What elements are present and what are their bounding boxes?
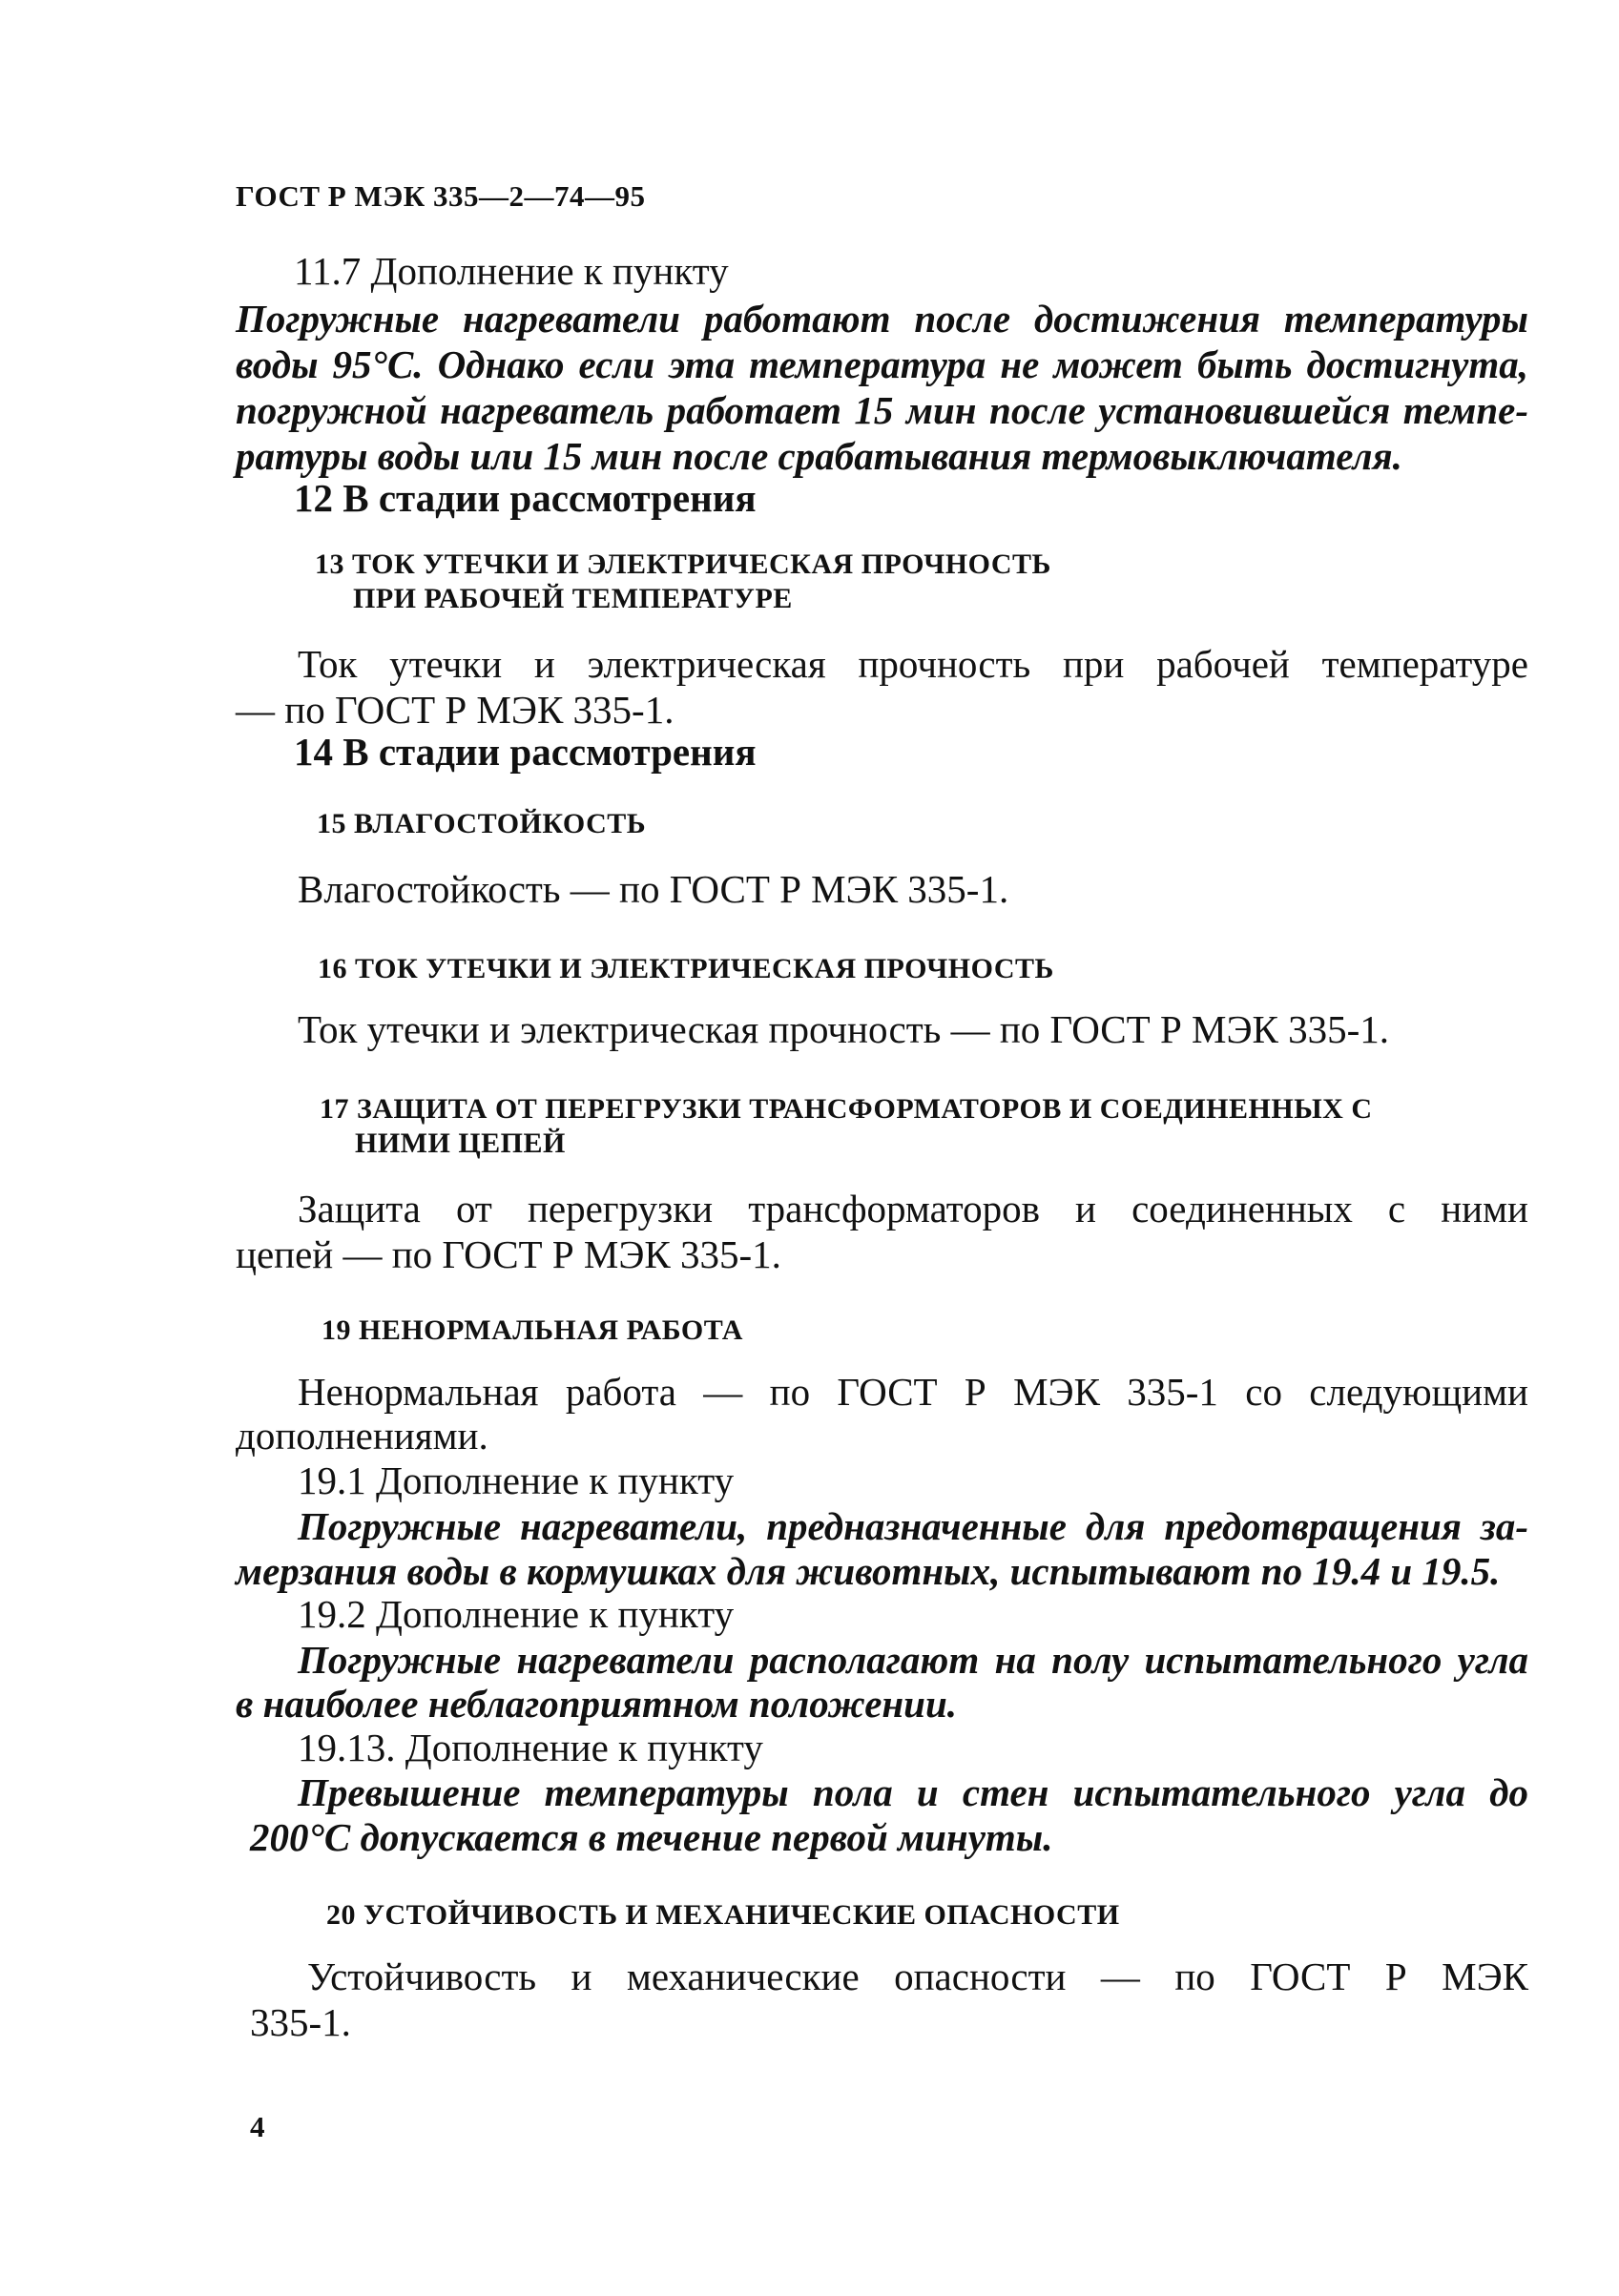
section-19-1-heading: 19.1 Дополнение к пункту xyxy=(298,1458,735,1502)
section-19-2-heading: 19.2 Дополнение к пункту xyxy=(298,1592,735,1636)
section-19-title: 19 НЕНОРМАЛЬНАЯ РАБОТА xyxy=(322,1314,743,1346)
section-17-text-line: Защита от перегрузки трансформаторов и соединенных с ними xyxy=(298,1187,1528,1231)
section-19-13-text-line: 200°С допускается в течение первой минуты. xyxy=(250,1815,1053,1859)
section-19-text-line: дополнениями. xyxy=(236,1414,488,1458)
section-19-2-text-line: в наиболее неблагоприятном положении. xyxy=(236,1682,958,1726)
section-13-title: ПРИ РАБОЧЕЙ ТЕМПЕРАТУРЕ xyxy=(353,583,793,614)
section-15-text: Влагостойкость — по ГОСТ Р МЭК 335-1. xyxy=(298,867,1009,911)
section-13-title: 13 ТОК УТЕЧКИ И ЭЛЕКТРИЧЕСКАЯ ПРОЧНОСТЬ xyxy=(315,548,1051,580)
section-17-title: 17 ЗАЩИТА ОТ ПЕРЕГРУЗКИ ТРАНСФОРМАТОРОВ И СОЕДИНЕННЫХ С xyxy=(320,1093,1373,1125)
section-11-7-heading: 11.7 Дополнение к пункту xyxy=(294,249,729,293)
section-13-text-line: Ток утечки и электрическая прочность при рабочей температуре xyxy=(298,642,1528,686)
section-19-text-line: Ненормальная работа — по ГОСТ Р МЭК 335-1 со следующими xyxy=(298,1370,1528,1414)
section-19-13-text-line: Превышение температуры пола и стен испытательного угла до xyxy=(298,1770,1528,1814)
document-header: ГОСТ Р МЭК 335—2—74—95 xyxy=(236,179,646,213)
section-12-heading: 12 В стадии рассмотрения xyxy=(294,476,757,520)
section-11-7-text-line: ратуры воды или 15 мин после срабатывания термовыключателя. xyxy=(236,434,1402,478)
section-20-text-line: Устойчивость и механические опасности — по ГОСТ Р МЭК xyxy=(307,1955,1528,1998)
section-19-13-heading: 19.13. Дополнение к пункту xyxy=(298,1726,763,1769)
page-number: 4 xyxy=(250,2110,265,2143)
section-20-text-line: 335-1. xyxy=(250,2000,351,2044)
section-16-title: 16 ТОК УТЕЧКИ И ЭЛЕКТРИЧЕСКАЯ ПРОЧНОСТЬ xyxy=(318,953,1054,984)
section-11-7-text-line: Погружные нагреватели работают после достижения температуры xyxy=(236,297,1528,341)
section-17-text-line: цепей — по ГОСТ Р МЭК 335-1. xyxy=(236,1232,781,1276)
section-11-7-text-line: погружной нагреватель работает 15 мин после установившейся темпе- xyxy=(236,388,1528,432)
section-13-text-line: — по ГОСТ Р МЭК 335-1. xyxy=(236,688,675,732)
section-19-1-text-line: мерзания воды в кормушках для животных, испытывают по 19.4 и 19.5. xyxy=(236,1549,1501,1593)
section-19-1-text-line: Погружные нагреватели, предназначенные для предотвращения за- xyxy=(298,1504,1528,1548)
section-19-2-text-line: Погружные нагреватели располагают на полу испытательного угла xyxy=(298,1638,1528,1682)
section-20-title: 20 УСТОЙЧИВОСТЬ И МЕХАНИЧЕСКИЕ ОПАСНОСТИ xyxy=(326,1899,1120,1931)
section-14-heading: 14 В стадии рассмотрения xyxy=(294,730,757,774)
section-11-7-text-line: воды 95°С. Однако если эта температура не может быть достигнута, xyxy=(236,342,1528,386)
section-15-title: 15 ВЛАГОСТОЙКОСТЬ xyxy=(317,808,647,839)
section-17-title: НИМИ ЦЕПЕЙ xyxy=(355,1127,566,1159)
section-16-text: Ток утечки и электрическая прочность — по ГОСТ Р МЭК 335-1. xyxy=(298,1007,1390,1051)
